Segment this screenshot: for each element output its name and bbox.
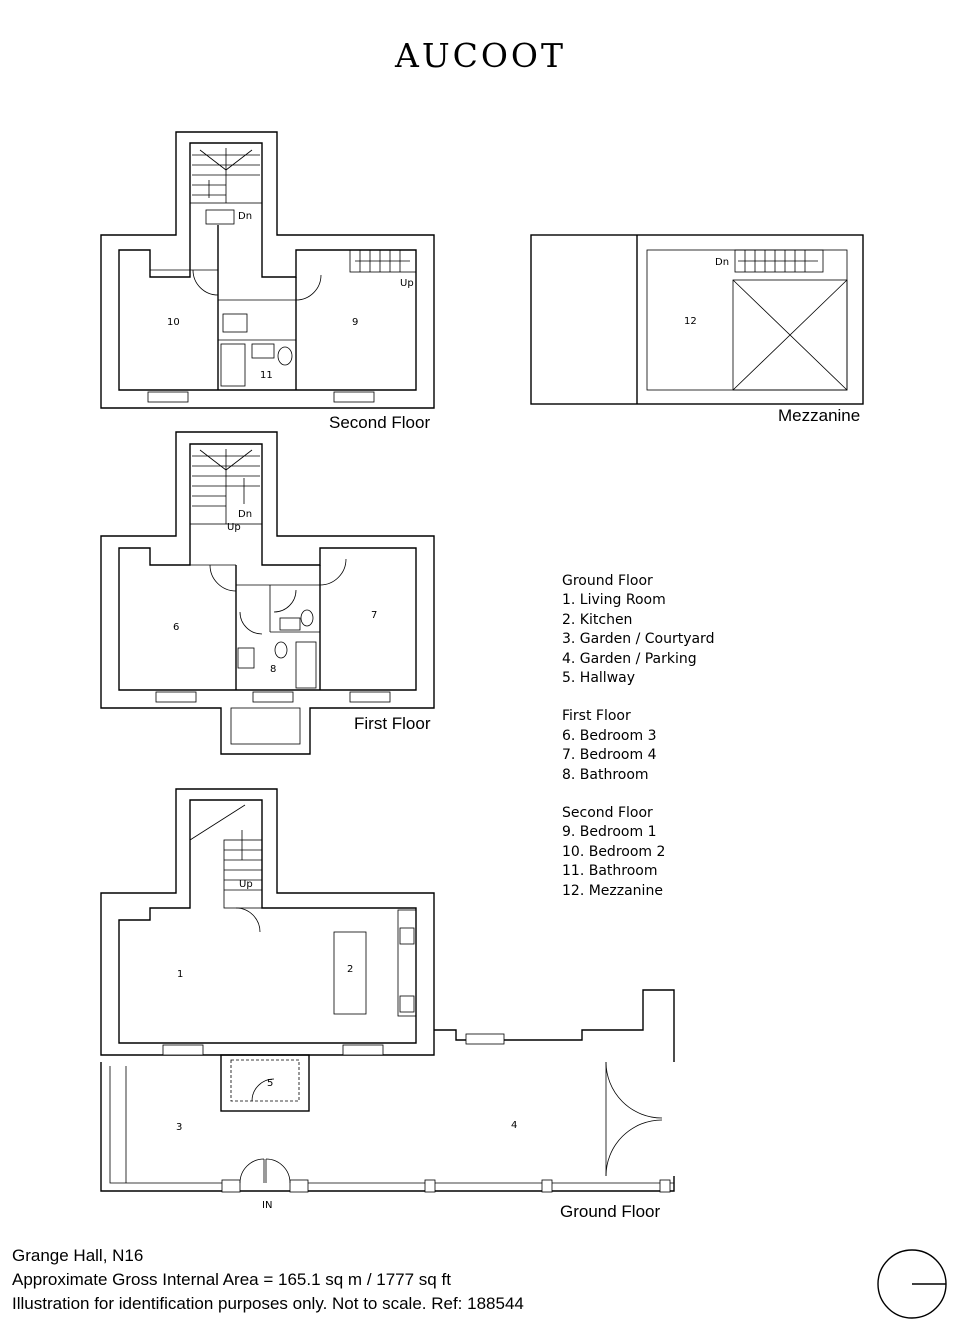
legend-heading: Ground Floor: [562, 573, 653, 589]
compass-icon: [878, 1250, 946, 1318]
legend-second: [562, 804, 714, 901]
room-number-11: 11: [260, 370, 273, 381]
ground-floor-stair: [190, 805, 262, 908]
legend-item: 9. Bedroom 1: [562, 824, 657, 841]
second-floor-up-stair: [350, 250, 416, 272]
legend-item: 10. Bedroom 2: [562, 843, 666, 860]
legend-item: 11. Bathroom: [562, 863, 658, 880]
footer-disclaimer: Illustration for identification purposes only. Not to scale. Ref: 188544: [12, 1294, 524, 1313]
room-number-9: 9: [352, 317, 359, 328]
legend-item: 8. Bathroom: [562, 766, 649, 783]
legend-first: [562, 707, 714, 785]
legend-heading: First Floor: [562, 708, 631, 725]
legend-item: 12. Mezzanine: [562, 882, 663, 899]
room-number-12: 12: [684, 316, 697, 327]
footer-address: Grange Hall, N16: [12, 1246, 144, 1265]
room-number-1: 1: [177, 969, 184, 980]
room-number-5: 5: [267, 1078, 274, 1089]
label-dn-first: Dn: [238, 509, 253, 520]
label-up-second: Up: [400, 278, 414, 289]
legend-item: 1. Living Room: [562, 592, 666, 609]
legend-ground: [562, 572, 714, 688]
label-dn-second: Dn: [238, 211, 253, 222]
legend-item: 7. Bedroom 4: [562, 747, 657, 764]
legend-item: 6. Bedroom 3: [562, 727, 657, 744]
room-number-8: 8: [270, 664, 277, 675]
legend-item: 3. Garden / Courtyard: [562, 631, 715, 648]
legend-item: 2. Kitchen: [562, 611, 633, 628]
brand-logo: AUCOOT: [394, 36, 566, 75]
room-number-4: 4: [511, 1120, 518, 1131]
room-number-7: 7: [371, 610, 378, 621]
footer-info: [12, 1244, 524, 1316]
label-up-first: Up: [227, 522, 241, 533]
label-dn-mezz: Dn: [715, 257, 730, 268]
room-number-2: 2: [347, 964, 354, 975]
floor-title-ground: Ground Floor: [560, 1202, 661, 1221]
legend-item: 5. Hallway: [562, 670, 636, 687]
floor-title-mezzanine: Mezzanine: [778, 406, 861, 425]
footer-area: Approximate Gross Internal Area = 165.1 sq m / 1777 sq ft: [12, 1270, 451, 1289]
room-number-10: 10: [167, 317, 180, 328]
floor-title-first: First Floor: [354, 714, 431, 733]
mezzanine-plan: [531, 235, 863, 404]
floor-title-second: Second Floor: [329, 413, 431, 432]
first-floor-plan: [101, 432, 434, 754]
label-up-ground: Up: [239, 879, 253, 890]
second-floor-plan: [101, 132, 434, 408]
legend-item: 4. Garden / Parking: [562, 650, 697, 667]
room-number-6: 6: [173, 622, 180, 633]
label-in: IN: [262, 1200, 273, 1211]
room-legend: [562, 572, 714, 920]
legend-heading: Second Floor: [562, 805, 653, 822]
room-number-3: 3: [176, 1122, 183, 1133]
